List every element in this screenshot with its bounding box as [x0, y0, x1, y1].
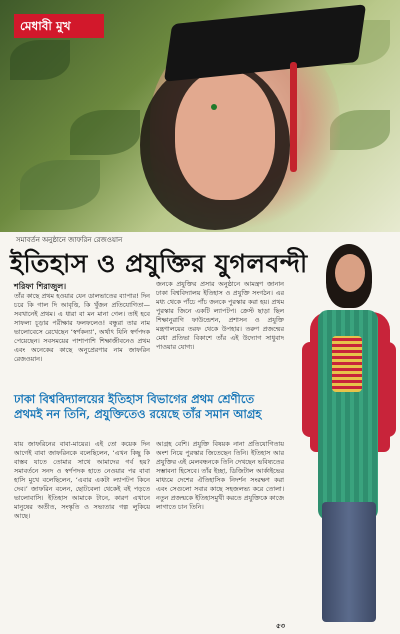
portrait-embroidery: [332, 336, 362, 392]
article-column-2: জনকে প্রযুক্তির প্রসার অনুষ্ঠানে আমন্ত্রণ জানান ঢাকা বিশ্ববিদ্যালয় ইতিহাস ও প্রযুক্তি সংগঠন। এর মধ্য থেকে পাঁচে পাঁচ জনকে পুরস্কার করা হয়। প্রথম পুরস্কার জিনে একটি ল্যাপটপ। ক্রেস্ট ছাড়া ছিল শিক্ষানুরাগি ফাউন্ডেশন, প্রশাসন ও প্রযুক্তি মন্ত্রণালয়ের তরফ থেকে উপহার। তরুণ প্রজন্মের মেধা প্রতিভা বিকাশে তাঁর এই উদ্যোগ সাধুবাদ পাওয়ার যোগ্য।: [156, 280, 284, 351]
leaf-decoration: [70, 110, 140, 155]
pull-quote: ঢাকা বিশ্ববিদ্যালয়ের ইতিহাস বিভাগের প্রথম শ্রেণীতে প্রথমই নন তিনি, প্রযুক্তিতেও রয়েছে তাঁর সমান আগ্রহ: [14, 392, 262, 421]
article-column-1: তাঁর কাছে প্রথম হওয়ার যেন ডালভাতের ব্যাপার! দিন চরে কি গাল দি আবৃত্তি, কি খুঁজন প্রতিযোগিতা—সবখানেই প্রথম। এ ধারা বা মন মানা গেল। তাই হবে সাফল্য চূড়ার পরীক্ষার ফলফলেও! বন্ধুরা তার নাম ভালোবেসে রেখেছেন ‘স্বর্ণকন্যা’, অর্থাৎ যিনি স্বর্ণপদক পেয়েছেন। সবসময়ের পাশাপাশি শিক্ষাজীবনেও প্রথম এবং অনেকের কাছে অনুপ্রেরণার নাম জাফরিন রেজওয়ান।: [14, 292, 150, 363]
cap-tassel: [290, 62, 297, 172]
section-tag: মেধাবী মুখ: [14, 14, 104, 38]
byline: শরিফা শিরাজুল।: [14, 282, 67, 291]
leaf-decoration: [20, 160, 100, 210]
portrait-jeans: [322, 502, 376, 622]
bindi-mark: [211, 104, 217, 110]
headline: ইতিহাস ও প্রযুক্তির যুগলবন্দী: [10, 249, 308, 278]
page-number: ৫৩: [276, 622, 286, 630]
photo-caption: সমাবর্তন অনুষ্ঠানে জাফরিন রেজওয়ান: [16, 236, 123, 244]
article-column-4: আগ্রহ বেশি। প্রযুক্তি বিষয়ক নানা প্রতিযোগিতায় অংশ নিয়ে পুরস্কার জিতেছেন তিনি। ইতিহাস আর প্রযুক্তির এই মেলবন্ধনকে তিনি দেখছেন ভবিষ্যতের সম্ভাবনা হিসেবে। তাঁর ইচ্ছা, ডিজিটাল আর্কাইভের মাধ্যমে দেশের ঐতিহাসিক নিদর্শন সংরক্ষণ করা এবং সেগুলো সবার কাছে সহজলভ্য করে তোলা। নতুন প্রজন্মকে ইতিহাসমুখী করতে প্রযুক্তিকে কাজে লাগাতে চান তিনি।: [156, 440, 284, 511]
leaf-decoration: [10, 40, 70, 80]
article-column-3: যায় জাফরিনের বাবা-মায়ের। এই তো কয়েক দিন আগেই বাবা জাফরিনকে বলেছিলেন, ‘এখন কিছু কি বাস্তব যাতে তোমার সাথে আমাদের গর্ব হয়? সমাবর্তনে সনদ ও স্বর্ণপদক হাতে নেওয়ার পর বাবা হাসি মুখে বলেছিলেন, ‘এবার একটা ল্যাপটপ কিনে দেব।’ জাফরিন বলেন, ছোটবেলা থেকেই বই পড়তে ভালোবাসি। ইতিহাস আমাকে টানে, কারণ এখানে মানুষের অতীত, সংস্কৃতি ও সভ্যতার গল্প লুকিয়ে আছে।: [14, 440, 150, 520]
portrait-face-standing: [335, 254, 365, 292]
hero-photo: [0, 0, 400, 232]
portrait-face: [175, 70, 275, 200]
graduation-cap: [164, 4, 366, 82]
standing-portrait: [290, 232, 400, 634]
